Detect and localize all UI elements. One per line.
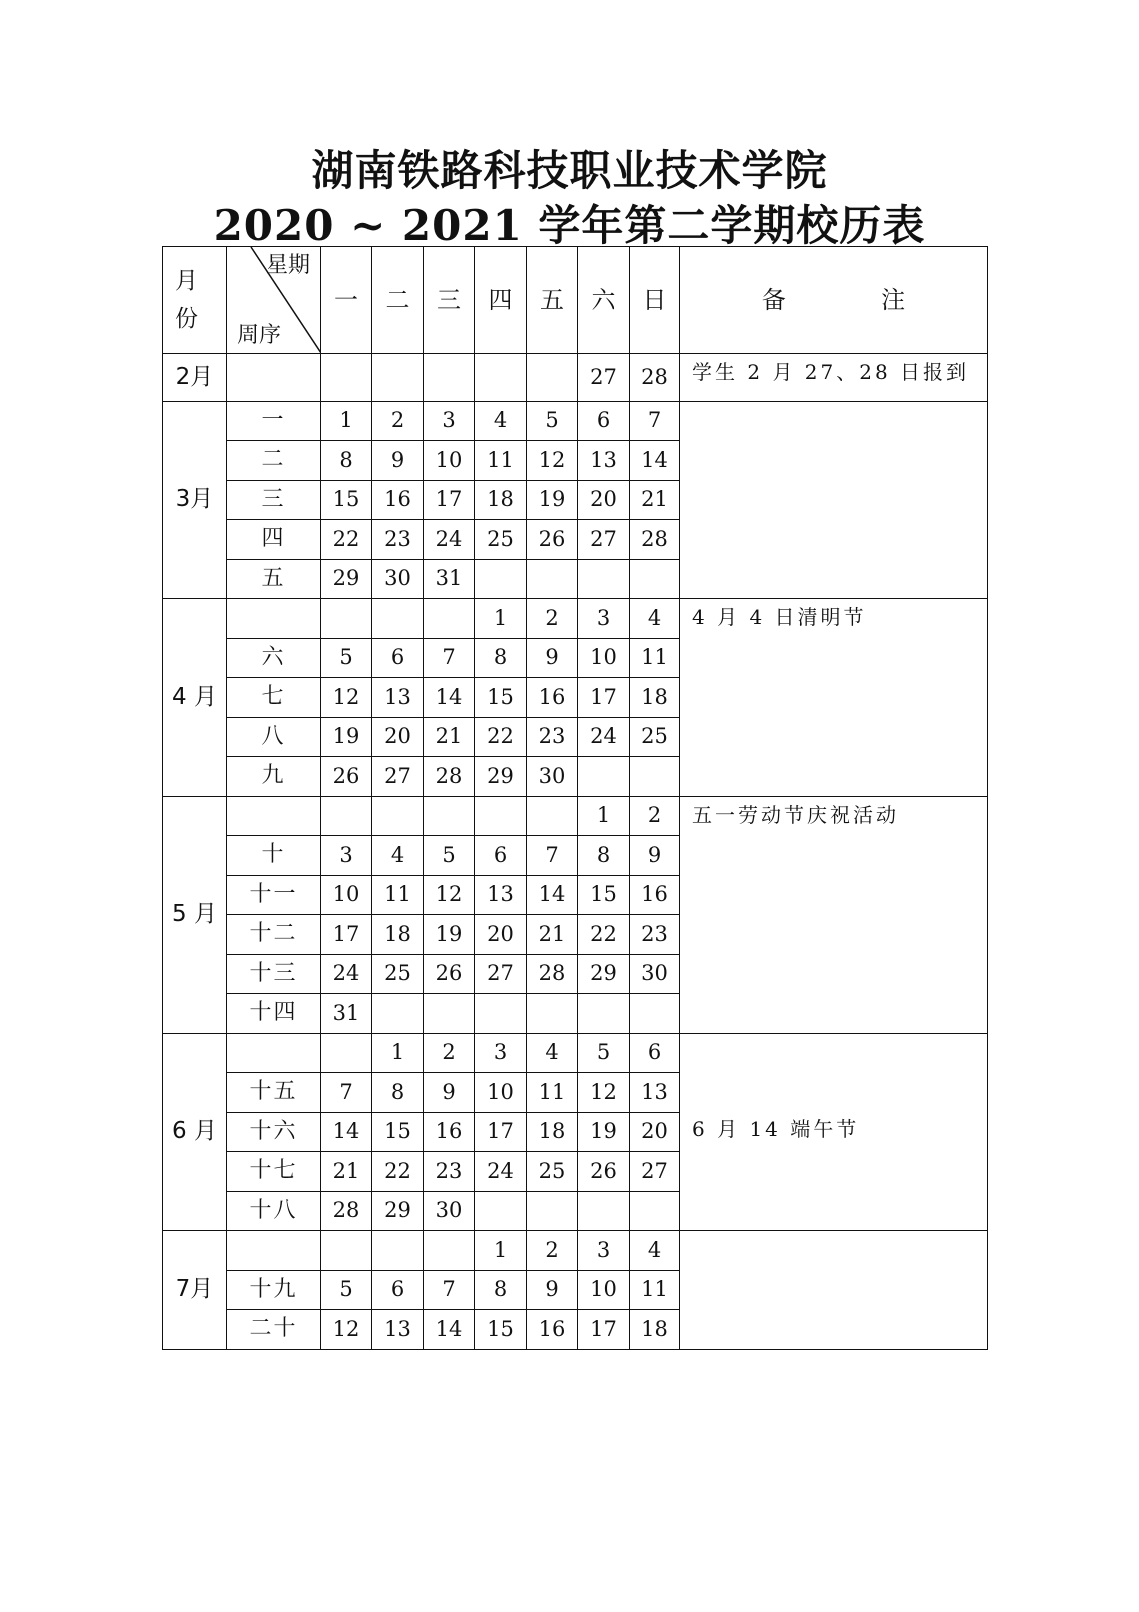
week-number: 十九: [227, 1270, 321, 1310]
day-cell: [475, 559, 527, 599]
day-cell: 10: [578, 1270, 630, 1310]
day-cell: 15: [475, 1310, 527, 1350]
day-cell: 26: [424, 954, 475, 994]
day-cell: 9: [424, 1073, 475, 1113]
week-number: 四: [227, 520, 321, 560]
day-cell: 1: [578, 796, 630, 836]
day-cell: [475, 796, 527, 836]
day-cell: 1: [475, 599, 527, 639]
day-cell: 7: [321, 1073, 372, 1113]
week-row: [163, 796, 988, 836]
day-cell: 31: [424, 559, 475, 599]
day-cell: 12: [527, 441, 578, 481]
day-cell: [475, 354, 527, 402]
day-cell: [630, 1191, 680, 1231]
week-number: 五: [227, 559, 321, 599]
day-cell: 2: [527, 1231, 578, 1271]
day-cell: 6: [475, 836, 527, 876]
week-number: 十三: [227, 954, 321, 994]
month-label: 5 月: [163, 796, 227, 1033]
month-note: [680, 599, 988, 797]
day-cell: 9: [527, 1270, 578, 1310]
day-cell: 28: [527, 954, 578, 994]
month-label: 4 月: [163, 599, 227, 797]
day-cell: 25: [372, 954, 424, 994]
day-cell: 29: [578, 954, 630, 994]
day-cell: 2: [630, 796, 680, 836]
day-cell: 22: [475, 717, 527, 757]
week-number: 十七: [227, 1152, 321, 1192]
day-cell: 13: [578, 441, 630, 481]
week-number: 十五: [227, 1073, 321, 1113]
day-cell: 17: [578, 678, 630, 718]
day-cell: 17: [424, 480, 475, 520]
month-header-char-2: 份: [175, 306, 198, 332]
week-row: [163, 1231, 988, 1271]
day-cell: 11: [475, 441, 527, 481]
day-cell: 12: [321, 678, 372, 718]
day-cell: 10: [475, 1073, 527, 1113]
month-note: [680, 1231, 988, 1350]
day-cell: 3: [424, 401, 475, 441]
day-cell: 1: [475, 1231, 527, 1271]
day-header-fri: 五: [527, 247, 578, 354]
day-cell: 12: [578, 1073, 630, 1113]
day-cell: 7: [424, 1270, 475, 1310]
day-header-thu: 四: [475, 247, 527, 354]
day-cell: [372, 994, 424, 1034]
day-cell: [527, 354, 578, 402]
day-cell: 30: [372, 559, 424, 599]
day-cell: 26: [321, 757, 372, 797]
day-cell: [527, 1191, 578, 1231]
week-number: 十二: [227, 915, 321, 955]
day-cell: 4: [372, 836, 424, 876]
day-cell: 11: [630, 1270, 680, 1310]
day-cell: 1: [321, 401, 372, 441]
day-cell: 14: [321, 1112, 372, 1152]
day-cell: 3: [578, 1231, 630, 1271]
note-header-a: 备: [761, 286, 786, 314]
day-cell: [321, 354, 372, 402]
day-cell: 27: [475, 954, 527, 994]
month-note-text: 6 月 14 端午节: [692, 1116, 860, 1141]
page-title: 湖南铁路科技职业技术学院: [311, 146, 828, 195]
day-header-wed: 三: [424, 247, 475, 354]
week-number: 三: [227, 480, 321, 520]
week-number: 八: [227, 717, 321, 757]
note-header: [680, 247, 988, 354]
day-cell: 19: [321, 717, 372, 757]
day-cell: 25: [475, 520, 527, 560]
week-row: [163, 401, 988, 441]
day-cell: [372, 354, 424, 402]
day-cell: 15: [578, 875, 630, 915]
day-cell: 29: [321, 559, 372, 599]
month-note: [680, 401, 988, 599]
day-cell: 8: [578, 836, 630, 876]
day-cell: 6: [372, 638, 424, 678]
week-number: 十四: [227, 994, 321, 1034]
header-row: [163, 247, 988, 354]
day-header-tue: 二: [372, 247, 424, 354]
week-row: [163, 1033, 988, 1073]
week-number: 二十: [227, 1310, 321, 1350]
day-cell: 19: [578, 1112, 630, 1152]
day-cell: 4: [475, 401, 527, 441]
day-cell: [321, 599, 372, 639]
week-number: 十一: [227, 875, 321, 915]
day-cell: 22: [372, 1152, 424, 1192]
day-cell: 21: [630, 480, 680, 520]
day-cell: 16: [372, 480, 424, 520]
day-cell: 12: [424, 875, 475, 915]
week-number: 一: [227, 401, 321, 441]
day-cell: 3: [578, 599, 630, 639]
day-cell: 27: [630, 1152, 680, 1192]
day-cell: [372, 796, 424, 836]
day-cell: 26: [527, 520, 578, 560]
day-cell: [578, 559, 630, 599]
day-cell: [578, 994, 630, 1034]
day-cell: 13: [475, 875, 527, 915]
week-number: 七: [227, 678, 321, 718]
day-cell: [630, 757, 680, 797]
day-cell: 28: [321, 1191, 372, 1231]
day-cell: 9: [372, 441, 424, 481]
day-cell: 24: [424, 520, 475, 560]
day-cell: 2: [424, 1033, 475, 1073]
day-cell: 17: [321, 915, 372, 955]
day-cell: 14: [527, 875, 578, 915]
day-cell: 31: [321, 994, 372, 1034]
day-cell: 5: [578, 1033, 630, 1073]
day-cell: [527, 994, 578, 1034]
week-row: [163, 599, 988, 639]
day-cell: 5: [527, 401, 578, 441]
day-cell: 23: [630, 915, 680, 955]
day-cell: 7: [424, 638, 475, 678]
day-cell: 7: [527, 836, 578, 876]
day-cell: [424, 1231, 475, 1271]
day-cell: [424, 994, 475, 1034]
day-cell: 24: [475, 1152, 527, 1192]
day-cell: 18: [475, 480, 527, 520]
day-cell: 2: [372, 401, 424, 441]
week-number: 九: [227, 757, 321, 797]
day-cell: 25: [527, 1152, 578, 1192]
day-cell: 4: [630, 599, 680, 639]
day-cell: 23: [527, 717, 578, 757]
corner-header: [227, 247, 321, 354]
calendar-table: [162, 246, 988, 1350]
page-subtitle: 2020 ~ 2021 学年第二学期校历表: [213, 201, 926, 250]
day-cell: 6: [578, 401, 630, 441]
day-cell: [372, 599, 424, 639]
day-cell: 10: [321, 875, 372, 915]
week-number: [227, 599, 321, 639]
day-cell: 24: [321, 954, 372, 994]
day-cell: 19: [424, 915, 475, 955]
day-cell: 14: [424, 1310, 475, 1350]
day-cell: 28: [630, 354, 680, 402]
day-cell: [527, 796, 578, 836]
day-cell: [321, 796, 372, 836]
week-row: [163, 354, 988, 402]
day-cell: 20: [578, 480, 630, 520]
day-cell: 16: [630, 875, 680, 915]
day-cell: 17: [475, 1112, 527, 1152]
day-cell: 30: [630, 954, 680, 994]
week-number: [227, 354, 321, 402]
day-cell: 2: [527, 599, 578, 639]
day-cell: 29: [372, 1191, 424, 1231]
day-cell: [372, 1231, 424, 1271]
day-cell: 15: [372, 1112, 424, 1152]
day-cell: 21: [321, 1152, 372, 1192]
month-header-char-1: 月: [175, 268, 198, 294]
day-cell: 18: [630, 678, 680, 718]
day-cell: 5: [424, 836, 475, 876]
month-note: [680, 354, 988, 402]
day-cell: 16: [527, 678, 578, 718]
month-note-text: 五一劳动节庆祝活动: [692, 802, 899, 827]
day-cell: 27: [372, 757, 424, 797]
month-note: [680, 1033, 988, 1231]
month-label: 7月: [163, 1231, 227, 1350]
day-cell: 22: [578, 915, 630, 955]
day-cell: 28: [630, 520, 680, 560]
week-number: 六: [227, 638, 321, 678]
week-number: [227, 1033, 321, 1073]
day-cell: [424, 599, 475, 639]
day-cell: 15: [475, 678, 527, 718]
day-cell: 14: [424, 678, 475, 718]
day-cell: [475, 994, 527, 1034]
day-header-sat: 六: [578, 247, 630, 354]
day-cell: 13: [372, 678, 424, 718]
day-cell: 27: [578, 520, 630, 560]
month-label: 6 月: [163, 1033, 227, 1231]
month-label: 2月: [163, 354, 227, 402]
day-cell: 12: [321, 1310, 372, 1350]
day-cell: 5: [321, 638, 372, 678]
day-cell: 28: [424, 757, 475, 797]
week-number: 二: [227, 441, 321, 481]
day-cell: 11: [372, 875, 424, 915]
day-cell: [321, 1231, 372, 1271]
day-cell: 9: [630, 836, 680, 876]
day-cell: 9: [527, 638, 578, 678]
week-number: 十: [227, 836, 321, 876]
day-cell: 10: [578, 638, 630, 678]
day-cell: 14: [630, 441, 680, 481]
day-header-sun: 日: [630, 247, 680, 354]
day-cell: [424, 796, 475, 836]
day-cell: [527, 559, 578, 599]
day-cell: 24: [578, 717, 630, 757]
day-cell: 25: [630, 717, 680, 757]
day-cell: 20: [630, 1112, 680, 1152]
day-cell: 6: [630, 1033, 680, 1073]
month-note-text: 学生 2 月 27、28 日报到: [692, 360, 970, 384]
day-cell: 4: [527, 1033, 578, 1073]
day-cell: 8: [475, 638, 527, 678]
day-cell: [630, 559, 680, 599]
month-note: [680, 796, 988, 1033]
day-cell: 21: [527, 915, 578, 955]
day-cell: 29: [475, 757, 527, 797]
day-cell: 22: [321, 520, 372, 560]
week-number: 十六: [227, 1112, 321, 1152]
week-number: [227, 796, 321, 836]
day-cell: 18: [630, 1310, 680, 1350]
day-cell: [630, 994, 680, 1034]
day-cell: 23: [372, 520, 424, 560]
day-cell: 11: [527, 1073, 578, 1113]
day-cell: 16: [424, 1112, 475, 1152]
day-header-mon: 一: [321, 247, 372, 354]
day-cell: [578, 757, 630, 797]
day-cell: 8: [475, 1270, 527, 1310]
day-cell: 18: [527, 1112, 578, 1152]
day-cell: 21: [424, 717, 475, 757]
day-cell: 4: [630, 1231, 680, 1271]
day-cell: 16: [527, 1310, 578, 1350]
day-cell: 6: [372, 1270, 424, 1310]
day-cell: 13: [372, 1310, 424, 1350]
day-cell: 17: [578, 1310, 630, 1350]
day-cell: 30: [424, 1191, 475, 1231]
month-note-text: 4 月 4 日清明节: [692, 605, 867, 629]
day-cell: 27: [578, 354, 630, 402]
day-cell: [424, 354, 475, 402]
day-cell: 13: [630, 1073, 680, 1113]
day-cell: [321, 1033, 372, 1073]
day-cell: 3: [475, 1033, 527, 1073]
day-cell: 8: [321, 441, 372, 481]
day-cell: 15: [321, 480, 372, 520]
day-cell: 3: [321, 836, 372, 876]
note-header-b: 注: [881, 286, 906, 314]
day-cell: 23: [424, 1152, 475, 1192]
day-cell: [475, 1191, 527, 1231]
day-cell: 26: [578, 1152, 630, 1192]
month-label: 3月: [163, 401, 227, 599]
day-cell: 10: [424, 441, 475, 481]
corner-week-order-label: 周序: [237, 323, 282, 348]
day-cell: 7: [630, 401, 680, 441]
month-header: [163, 247, 227, 354]
day-cell: 5: [321, 1270, 372, 1310]
day-cell: 20: [372, 717, 424, 757]
corner-weekday-label: 星期: [265, 253, 310, 278]
day-cell: 20: [475, 915, 527, 955]
week-number: 十八: [227, 1191, 321, 1231]
day-cell: [578, 1191, 630, 1231]
day-cell: 1: [372, 1033, 424, 1073]
week-number: [227, 1231, 321, 1271]
day-cell: 30: [527, 757, 578, 797]
day-cell: 11: [630, 638, 680, 678]
day-cell: 19: [527, 480, 578, 520]
day-cell: 18: [372, 915, 424, 955]
day-cell: 8: [372, 1073, 424, 1113]
